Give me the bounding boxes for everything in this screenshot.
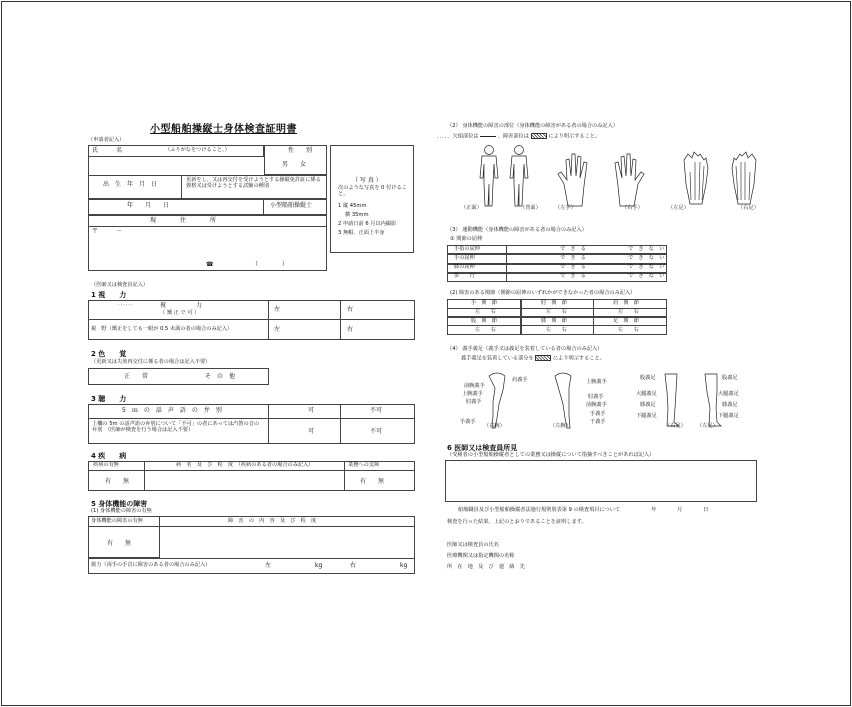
left-leg-caption: （左足）	[697, 423, 718, 429]
part3-sub1: ① 関節の屈伸	[450, 236, 483, 242]
left-foot-caption: （左足）	[668, 205, 689, 211]
lbl-left-shoulder: 肩義手	[512, 377, 528, 383]
hearing-row1-label: 5 ｍ の 話 声 語 の 弁 別	[122, 407, 222, 414]
motion-can-option[interactable]: で き る	[560, 245, 586, 252]
photo-line5: 3 無帽、正面上半身	[338, 230, 385, 236]
lbl-left-3: 肘義手	[466, 399, 482, 405]
lbl-rb-3: 下腿義足	[718, 413, 739, 419]
lbl-mid-1: 肘義手	[588, 394, 604, 400]
lbl-rb-0: 股義足	[722, 375, 738, 381]
disease-col3: 業務への支障	[348, 462, 380, 468]
right-arm-prosthesis-figure[interactable]	[489, 373, 505, 428]
disease-col2: 病 名 及 び 程 度 （疾病のある者の場合のみ記入）	[176, 462, 314, 468]
birth-date[interactable]: 年 月 日	[127, 202, 170, 209]
left-arm-caption: （左腕）	[550, 423, 571, 429]
field-left-label[interactable]: 左	[274, 326, 281, 333]
missing-line-icon	[480, 136, 496, 137]
hearing-row1-impossible[interactable]: 不可	[370, 407, 383, 414]
cert-line1: 船舶職員及び小型船舶操縦者法施行規則別表第 9 の検査項目について 年 月 日	[458, 507, 709, 513]
lbl-mid-2: 前腕義手	[586, 402, 607, 408]
knee-lr[interactable]: 左 右	[546, 327, 567, 333]
hearing-row1-possible[interactable]: 可	[308, 407, 315, 414]
vision-label: 視 力	[160, 302, 203, 309]
lbl-left-2: 上腕義手	[462, 391, 483, 397]
part6-note: （受検者の小型船舶操縦者としての業務又は操縦について指摘すべきことがあれば記入）	[447, 452, 655, 458]
joint-hip: 股 関 節	[471, 318, 497, 324]
lbl-ra-3: 下腿義足	[636, 413, 657, 419]
photo-line1: 次のような写真を 0 付けること。	[338, 185, 407, 197]
left-hand-caption: （左手）	[555, 205, 576, 211]
gender-options[interactable]: 男 女	[282, 161, 307, 168]
grip-left-label: 左	[265, 562, 272, 569]
physical-heading: 5 身体機能の障害	[91, 500, 148, 508]
form-title: 小型船舶操縦士身体検査証明書	[150, 124, 297, 135]
lbl-mid-0: 上腕義手	[586, 379, 607, 385]
gender-label: 性 別	[288, 147, 313, 154]
right-leg-caption: （右足）	[665, 423, 686, 429]
part4-heading: （4） 義手義足（義手又は義足を装着している者の場合のみ記入）	[447, 346, 603, 352]
wrist-lr[interactable]: 左 右	[475, 309, 496, 315]
name-label: 氏 名	[92, 147, 123, 154]
vision-dots: ．．．．．．	[118, 301, 137, 307]
license-type: 小型船舶操縦士	[270, 202, 313, 209]
address-contact-label[interactable]: 所 在 地 及 び 連 絡 先	[447, 564, 525, 570]
joint-wrist: 手 関 節	[471, 300, 497, 306]
lbl-rb-1: 大腿義足	[718, 391, 739, 397]
vision-correction: （ 矯 正 で 可 ）	[160, 310, 200, 316]
lbl-mid-4: 千義手	[590, 419, 606, 425]
motion-row-label: 手指の屈伸	[454, 245, 480, 252]
color-note: （更新又は失効再交付に係る者の場合は記入不要）	[91, 359, 211, 365]
motion-cannot-option[interactable]: で き な い	[628, 245, 665, 252]
hip-lr[interactable]: 左 右	[475, 327, 496, 333]
physical-col1: 身体機能の障害の有無	[91, 518, 143, 524]
photo-line4: 2 申請日前 6 月以内撮影	[338, 221, 397, 227]
grip-right-unit[interactable]: kg	[400, 562, 408, 569]
lbl-left-0: 前腕義手	[464, 383, 485, 389]
vision-left-label[interactable]: 左	[274, 306, 281, 313]
motion-cannot-option[interactable]: で き な い	[628, 264, 665, 270]
name-hint: （ふりがなをつけること。）	[165, 147, 230, 153]
part6-heading: 6 医師又は検査員所見	[447, 444, 518, 452]
joint-ankle: 足 関 節	[613, 318, 639, 324]
doctor-name-label[interactable]: 医師又は検査員の氏名	[447, 542, 499, 548]
disease-impact[interactable]: 有 無	[360, 478, 385, 485]
motion-can-option[interactable]: で き る	[560, 264, 586, 270]
lbl-ra-2: 膝義足	[640, 402, 656, 408]
cert-line2: 検査を行った結果、上記のとおりであることを証明します。	[447, 519, 587, 525]
hearing-row2-label: 上欄の 5m の話声語の弁別について「不可」の者にあっては汽笛の音の弁別 （医師が検査を行う場合は記入不要）	[92, 421, 260, 433]
physical-col2: 障 害 の 内 容 及 び 程 度	[228, 518, 317, 524]
grip-right-label: 右	[350, 562, 357, 569]
body-front-figure[interactable]	[480, 146, 498, 207]
grip-label: 握力（両手の手首に障害のある者の場合のみ記入）	[91, 562, 211, 568]
exam-note: 更新をし、又は再交付を受けようとする操縦免許証に係る資格又は受けようとする試験の種別	[186, 177, 321, 189]
lbl-mid-3: 手義手	[590, 411, 606, 417]
applicant-section-label: （申請者記入）	[88, 137, 125, 143]
back-caption: （背面）	[520, 205, 541, 211]
motion-cannot-option[interactable]: で き な い	[628, 273, 665, 280]
hearing-row2-impossible[interactable]: 不可	[370, 428, 383, 435]
ankle-lr[interactable]: 左 右	[618, 327, 639, 333]
motion-can-option[interactable]: で き る	[560, 254, 586, 261]
phone-icon: ☎	[206, 261, 214, 268]
front-caption: （正面）	[461, 205, 482, 211]
findings-textarea[interactable]	[445, 460, 757, 502]
part2-legend: ．．．．．欠損部位は 、障害部位は により明示すること。	[437, 133, 601, 140]
hatch-icon	[531, 133, 547, 139]
color-table	[88, 368, 269, 385]
lbl-ra-1: 大腿義足	[636, 391, 657, 397]
motion-cannot-option[interactable]: で き な い	[628, 254, 665, 261]
part3-sub2: (2) 障害のある関節（関節の屈伸のいずれかができなかった者の場合のみ記入）	[450, 290, 636, 296]
right-arm-caption: （右腕）	[484, 423, 505, 429]
right-leg-prosthesis-figure[interactable]	[665, 374, 679, 426]
body-back-figure[interactable]	[510, 146, 528, 207]
postal-mark[interactable]: 〒 －	[92, 228, 123, 235]
color-heading: 2 色 覚	[91, 350, 127, 358]
motion-row-label: 手の屈伸	[454, 254, 475, 261]
color-normal[interactable]: 正 常	[124, 373, 149, 380]
right-foot-figure[interactable]	[732, 152, 756, 204]
photo-title: （ 写 真 ）	[352, 177, 382, 184]
visual-field-label: 視 野（矯正をしても一眼が 0.5 未満の者の場合のみ記入）	[91, 326, 233, 332]
address-label: 現 住 所	[150, 217, 217, 224]
motion-row-label: 歩 行	[454, 273, 475, 280]
left-foot-figure[interactable]	[684, 152, 708, 204]
disease-presence[interactable]: 有 無	[105, 478, 130, 485]
hearing-row2-possible[interactable]: 可	[308, 428, 315, 435]
physical-presence[interactable]: 有 無	[107, 540, 132, 547]
photo-line3: 横 35mm	[345, 212, 369, 218]
lbl-rb-2: 膝義足	[722, 402, 738, 408]
elbow-lr[interactable]: 左 右	[546, 309, 567, 315]
motion-row-label: 膝の屈伸	[454, 264, 475, 270]
right-foot-caption: （右足）	[738, 205, 759, 211]
doctor-label: （医師又は検査員記入）	[91, 282, 149, 288]
right-hand-figure[interactable]	[615, 154, 644, 206]
page-frame	[1, 1, 851, 706]
hearing-heading: 3 聴 力	[91, 395, 127, 403]
org-name-label[interactable]: 医療機関又は指定機関の名称	[447, 553, 515, 559]
joint-elbow: 肘 関 節	[541, 300, 567, 306]
disease-col1: 疾病の有無	[93, 462, 119, 468]
lbl-ra-0: 股義足	[640, 375, 656, 381]
part3-heading: （3） 運動機能（身体機能の障害がある者の場合のみ記入）	[447, 227, 587, 233]
lbl-left-4: 手義手	[460, 419, 476, 425]
joint-shoulder: 肩 関 節	[613, 300, 639, 306]
hand-figures	[556, 148, 656, 210]
joint-knee: 膝 関 節	[541, 318, 567, 324]
color-other[interactable]: そ の 他	[205, 373, 236, 380]
motion-can-option[interactable]: で き る	[560, 273, 586, 280]
phone-paren[interactable]: （ ）	[252, 261, 289, 268]
body-figures	[476, 142, 548, 212]
grip-left-unit[interactable]: kg	[315, 562, 323, 569]
left-hand-figure[interactable]	[558, 154, 587, 206]
vision-heading: 1 視 力	[91, 291, 127, 299]
part4-line2: 義手義足を装着している部分を により明示すること。	[461, 355, 605, 362]
field-right-label[interactable]: 右	[347, 326, 354, 333]
shoulder-lr[interactable]: 左 右	[618, 309, 639, 315]
foot-figures	[680, 148, 760, 210]
hatch-icon	[535, 355, 551, 361]
vision-right-label[interactable]: 右	[347, 306, 354, 313]
right-hand-caption: （右手）	[622, 205, 643, 211]
disease-heading: 4 疾 病	[91, 452, 127, 460]
left-arm-prosthesis-figure[interactable]	[555, 373, 571, 428]
physical-sub: (1) 身体機能の障害の有無	[91, 508, 152, 514]
photo-line2: 1 縦 45mm	[338, 203, 367, 209]
birth-label: 出 生 年 月 日	[103, 181, 158, 188]
part2-heading: （2） 身体機能の障害の部位（身体機能の障害がある者の場合のみ記入）	[447, 123, 618, 129]
